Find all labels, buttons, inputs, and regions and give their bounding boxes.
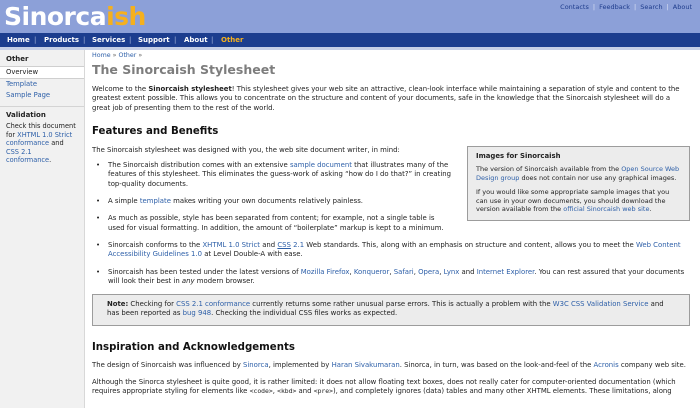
list-item [92, 241, 690, 260]
nav-item-products[interactable]: Products [44, 36, 80, 44]
bullet: • [96, 240, 101, 249]
wcag-link[interactable]: Web Content Accessibility Guidelines 1.0 [108, 240, 681, 259]
images-aside-box [467, 146, 690, 221]
safari-link[interactable]: Safari [393, 267, 414, 276]
intro-paragraph [92, 85, 690, 113]
features-lead: The Sinorcaish stylesheet was designed with you, the web site document writer, in mind: [92, 145, 400, 154]
acronis-link[interactable]: Acronis [593, 360, 619, 369]
sinorca-link[interactable]: Sinorca [242, 360, 269, 369]
inspiration-paragraph-2 [92, 378, 690, 397]
top-link-search[interactable]: Search [640, 3, 663, 11]
list-text: modern browser. [194, 276, 255, 285]
validation-text-1: Check this document for [6, 122, 76, 139]
top-sep: | [634, 3, 637, 11]
top-links [560, 3, 692, 11]
w3c-validator-link[interactable]: W3C CSS Validation Service [552, 300, 649, 309]
list-text: Sinorcaish has been tested under the latest versions of [108, 267, 301, 276]
validation-text-2: and [49, 139, 64, 147]
top-link-about[interactable]: About [672, 3, 692, 11]
nav-item-about[interactable]: About [184, 36, 208, 44]
list-item [92, 197, 452, 206]
code-tag: <code> [249, 387, 273, 396]
firefox-link[interactable]: Mozilla Firefox [300, 267, 350, 276]
sidebar-item-sample-page[interactable]: Sample Page [6, 91, 51, 99]
sidebar-item-overview[interactable]: Overview [0, 66, 84, 79]
nav-sep: | [83, 36, 86, 44]
oswd-link[interactable]: Open Source Web Design group [476, 165, 680, 182]
inspiration-text: The design of Sinorcaish was influenced by [92, 360, 243, 369]
list-text: at Level Double-A with ease. [202, 250, 303, 259]
breadcrumb-home[interactable]: Home [92, 52, 111, 59]
list-item [92, 161, 452, 189]
features-heading: Features and Benefits [92, 125, 219, 137]
list-text: Web standards. This, along with an emphasis on structure and content, allows you to meet the [304, 240, 636, 249]
nav-sep: | [129, 36, 132, 44]
list-text: , [439, 267, 444, 276]
sidebar-item-template[interactable]: Template [6, 80, 38, 88]
inspiration-text: , [272, 387, 278, 396]
list-text: As much as possible, style has been separated from content; for example, not a single table is used for visual formatting. In addition, the amount of “boilerplate” markup is kept to a minimum. [108, 214, 444, 232]
aside-text: does not contain nor use any graphical images. [519, 173, 677, 182]
note-label: Note: [107, 300, 129, 309]
top-link-feedback[interactable]: Feedback [599, 3, 631, 11]
note-paragraph [107, 300, 675, 319]
intro-bold: Sinorcaish stylesheet [148, 85, 232, 93]
nav-sep: | [34, 36, 37, 44]
list-text: and [459, 267, 477, 276]
inspiration-paragraph-1 [92, 361, 692, 370]
aside-text: . [649, 205, 652, 214]
breadcrumb-other[interactable]: Other [118, 52, 137, 59]
list-text: A simple [108, 197, 140, 206]
list-text: The Sinorcaish distribution comes with an extensive [108, 161, 290, 170]
aside-text: The version of Sinorcaish available from the [476, 165, 622, 173]
nav-sep: | [211, 36, 214, 44]
list-text: and [260, 240, 278, 249]
inspiration-text: , implemented by [268, 360, 332, 369]
nav-item-other[interactable]: Other [221, 36, 244, 44]
nav-sep: | [174, 36, 177, 44]
template-link[interactable]: template [139, 197, 171, 206]
css-link[interactable]: CSS [277, 240, 291, 249]
list-text: that illustrates many of the features of this stylesheet. This eliminates the guess-work of asking “how do I do that?” in creating top-quality documents. [108, 161, 451, 188]
list-text: , [413, 267, 419, 276]
xhtml-validation-link[interactable]: XHTML 1.0 Strict conformance [6, 130, 73, 147]
aside-heading: Images for Sinorcaish [476, 152, 561, 160]
validation-text [0, 122, 84, 165]
breadcrumb-sep: » [112, 52, 117, 59]
nav-item-home[interactable]: Home [7, 36, 30, 44]
list-text: Sinorcaish conforms to the [108, 240, 203, 249]
bug-948-link[interactable]: bug 948 [182, 309, 212, 318]
aside-paragraph-1 [476, 165, 681, 182]
sidebar-heading: Other [6, 55, 29, 63]
bullet: • [96, 197, 101, 206]
note-text: and has been reported as [107, 300, 664, 318]
intro-text-1: Welcome to the [92, 85, 149, 93]
note-text: currently returns some rather unusual parse errors. This is actually a problem with the [250, 300, 553, 309]
pre-tag: <pre> [313, 387, 333, 396]
sidebar [0, 50, 85, 408]
nav-item-services[interactable]: Services [92, 36, 126, 44]
top-link-contacts[interactable]: Contacts [560, 3, 589, 11]
top-sep: | [666, 3, 669, 11]
list-item [92, 214, 452, 233]
aside-text: If you would like some appropriate sample images that you can use in your own documents, you should download the version available from the [476, 188, 670, 214]
kbd-tag: <kbd> [277, 387, 297, 396]
list-text: . You can rest assured that your documents will look their best in [108, 267, 685, 285]
validation-text-3: . [49, 156, 52, 164]
list-text: , [389, 267, 394, 276]
nav-item-support[interactable]: Support [138, 36, 170, 44]
haran-link[interactable]: Haran Sivakumaran [331, 360, 400, 369]
logo-part1: Sinorca [4, 2, 107, 31]
bullet: • [96, 267, 101, 276]
sample-document-link[interactable]: sample document [289, 161, 352, 170]
logo-part2: ish [106, 2, 146, 31]
breadcrumb-sep: » [138, 52, 143, 59]
page-title: The Sinorcaish Stylesheet [92, 62, 276, 77]
inspiration-heading: Inspiration and Acknowledgements [92, 341, 295, 353]
inspiration-text: company web site. [618, 360, 686, 369]
inspiration-text: Although the Sinorca stylesheet is quite good, it is rather limited: it does not allow floating text boxes, does not really cater for computer-oriented documentation (which requires appropriate styling for elements like [92, 378, 676, 396]
note-box [92, 294, 690, 326]
list-item [92, 268, 690, 287]
opera-link[interactable]: Opera [418, 267, 440, 276]
header [0, 0, 700, 33]
ie-link[interactable]: Internet Explorer [476, 267, 535, 276]
intro-text-2: ! This stylesheet gives your web site an attractive, clean-look interface while maintaining a separation of style and content to the greatest extent possible. This allows you to concentrate on the structure and content of your documents, safe in the knowledge that the Sinorcaish stylesheet will do a great job of presenting them to the rest of the world. [92, 85, 680, 112]
official-site-link[interactable]: official Sinorcaish web site [563, 205, 650, 214]
bullet: • [96, 161, 101, 170]
inspiration-text: . Sinorca, in turn, was based on the look-and-feel of the [399, 360, 594, 369]
inspiration-text: and [296, 387, 314, 396]
inspiration-text: ), and completely ignores (data) tables and many other XHTML elements. These limitations, along [332, 387, 672, 396]
emphasis-any: any [181, 276, 195, 285]
konqueror-link[interactable]: Konqueror [353, 267, 390, 276]
css-21-link[interactable]: 2.1 [293, 240, 305, 249]
xhtml-strict-link[interactable]: XHTML 1.0 Strict [202, 240, 261, 249]
top-sep: | [592, 3, 596, 11]
site-logo[interactable] [4, 1, 146, 32]
lynx-link[interactable]: Lynx [443, 267, 460, 276]
main-content [92, 50, 692, 397]
list-text: makes writing your own documents relatively painless. [170, 197, 363, 206]
bullet: • [96, 214, 101, 223]
note-text: Checking for [128, 300, 177, 309]
main-nav [0, 33, 700, 47]
list-text: , [349, 267, 354, 276]
breadcrumb [92, 52, 692, 61]
css-validation-link[interactable]: CSS 2.1 conformance [6, 147, 50, 164]
aside-paragraph-2 [476, 188, 681, 214]
css21-conformance-link[interactable]: CSS 2.1 conformance [176, 300, 251, 309]
validation-heading: Validation [6, 111, 46, 119]
note-text: . Checking the individual CSS files works as expected. [211, 309, 398, 318]
